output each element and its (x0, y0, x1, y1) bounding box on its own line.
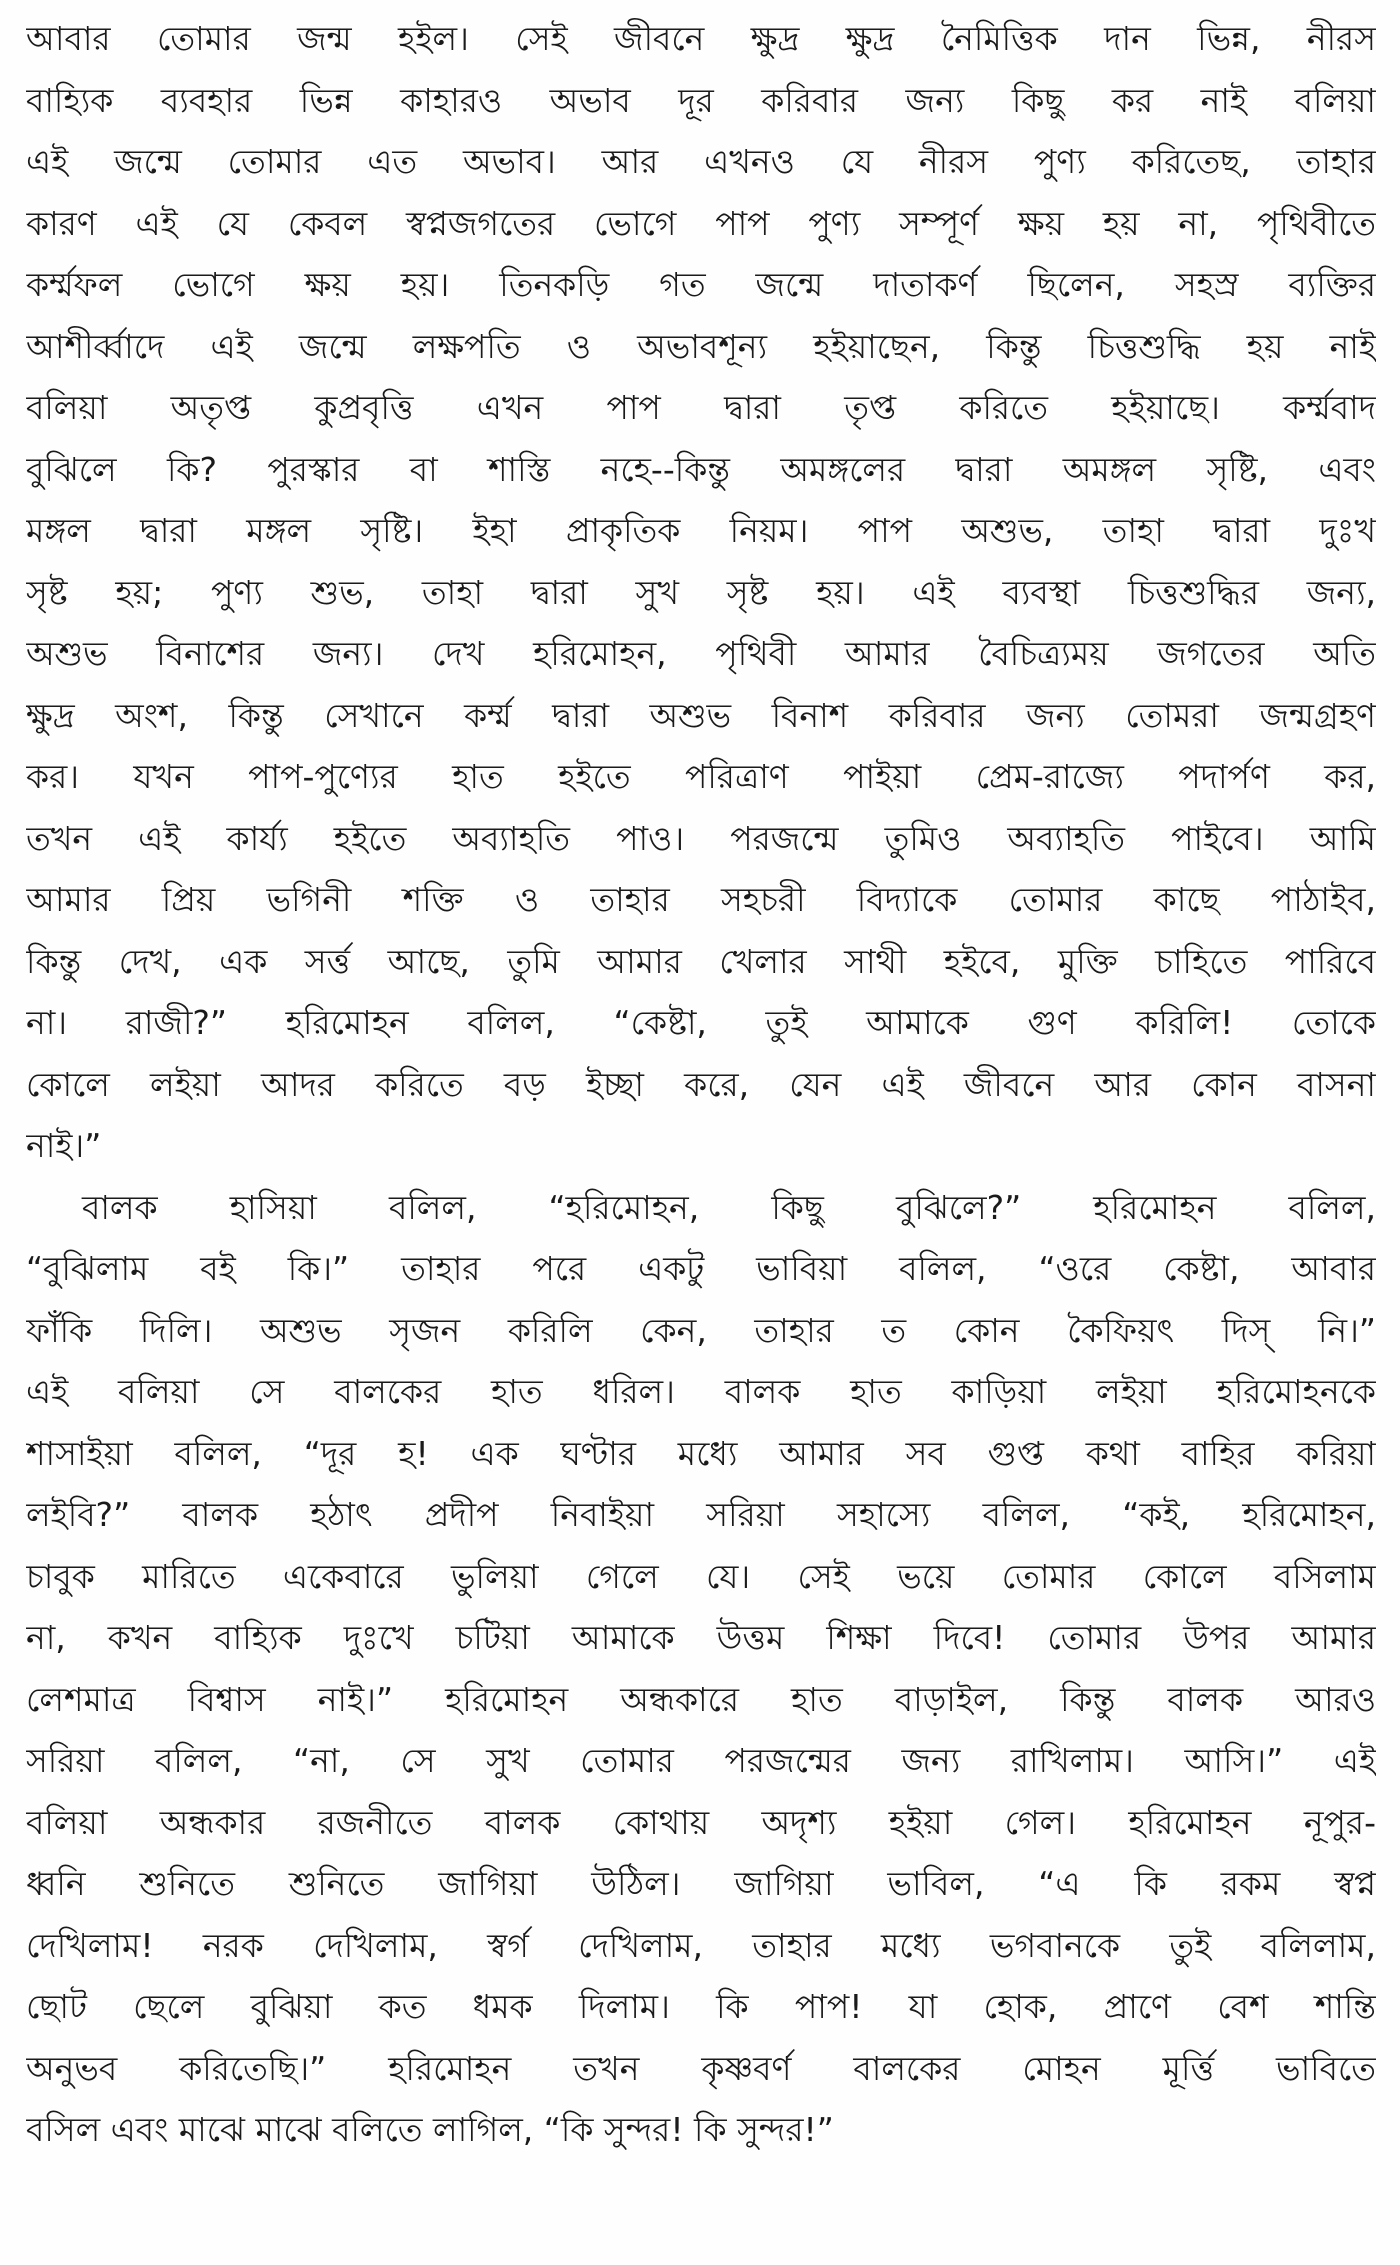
text-line: নাই।” (26, 1126, 102, 1165)
text-line: ফাঁকি দিলি। অশুভ সৃজন করিলি কেন, তাহার ত কোন কৈফিয়ৎ দিস্ নি।” (26, 1310, 1376, 1350)
text-line: বুঝিলে কি? পুরস্কার বা শাস্তি নহে--কিন্তু অমঙ্গলের দ্বারা অমঙ্গল সৃষ্টি, এবং (26, 449, 1376, 489)
text-line: অশুভ বিনাশের জন্য। দেখ হরিমোহন, পৃথিবী আমার বৈচিত্র্যময় জগতের অতি (26, 634, 1376, 673)
text-line: সৃষ্ট হয়; পুণ্য শুভ, তাহা দ্বারা সুখ সৃষ্ট হয়। এই ব্যবস্থা চিত্তশুদ্ধির জন্য, (26, 572, 1376, 612)
text-line: অনুভব করিতেছি।” হরিমোহন তখন কৃষ্ণবর্ণ বালকের মোহন মূর্ত্তি ভাবিতে (26, 2048, 1376, 2088)
text-line: মঙ্গল দ্বারা মঙ্গল সৃষ্টি। ইহা প্রাকৃতিক নিয়ম। পাপ অশুভ, তাহা দ্বারা দুঃখ (26, 511, 1376, 550)
text-line: আমার প্রিয় ভগিনী শক্তি ও তাহার সহচরী বিদ্যাকে তোমার কাছে পাঠাইব, (26, 880, 1376, 919)
text-line: দেখিলাম! নরক দেখিলাম, স্বর্গ দেখিলাম, তাহার মধ্যে ভগবানকে তুই বলিলাম, (26, 1925, 1376, 1965)
text-line: লইবি?” বালক হঠাৎ প্রদীপ নিবাইয়া সরিয়া সহাস্যে বলিল, “কই, হরিমোহন, (26, 1495, 1376, 1534)
text-line: না, কখন বাহ্যিক দুঃখে চটিয়া আমাকে উত্তম শিক্ষা দিবে! তোমার উপর আমার (26, 1618, 1376, 1657)
text-line: “বুঝিলাম বই কি।” তাহার পরে একটু ভাবিয়া বলিল, “ওরে কেষ্টা, আবার (26, 1249, 1376, 1288)
text-line: ছোট ছেলে বুঝিয়া কত ধমক দিলাম। কি পাপ! যা হোক, প্রাণে বেশ শান্তি (26, 1987, 1376, 2026)
text-line: এই জন্মে তোমার এত অভাব। আর এখনও যে নীরস পুণ্য করিতেছ, তাহার (26, 142, 1376, 181)
text-line: আবার তোমার জন্ম হইল। সেই জীবনে ক্ষুদ্র ক্ষুদ্র নৈমিত্তিক দান ভিন্ন, নীরস (26, 19, 1376, 58)
text-line: লেশমাত্র বিশ্বাস নাই।” হরিমোহন অন্ধকারে হাত বাড়াইল, কিন্তু বালক আরও (26, 1679, 1376, 1719)
text-line: বালক হাসিয়া বলিল, “হরিমোহন, কিছু বুঝিলে?” হরিমোহন বলিল, (82, 1187, 1376, 1227)
text-line: কর্ম্মফল ভোগে ক্ষয় হয়। তিনকড়ি গত জন্মে দাতাকর্ণ ছিলেন, সহস্র ব্যক্তির (26, 265, 1376, 304)
text-line: না। রাজী?” হরিমোহন বলিল, “কেষ্টা, তুই আমাকে গুণ করিলি! তোকে (26, 1003, 1376, 1042)
text-line: কিন্তু দেখ, এক সর্ত্ত আছে, তুমি আমার খেলার সাথী হইবে, মুক্তি চাহিতে পারিবে (26, 941, 1376, 981)
text-line: ধ্বনি শুনিতে শুনিতে জাগিয়া উঠিল। জাগিয়া ভাবিল, “এ কি রকম স্বপ্ন (26, 1864, 1376, 1903)
text-line: সরিয়া বলিল, “না, সে সুখ তোমার পরজন্মের জন্য রাখিলাম। আসি।” এই (26, 1741, 1376, 1780)
text-line: কর। যখন পাপ-পুণ্যের হাত হইতে পরিত্রাণ পাইয়া প্রেম-রাজ্যে পদার্পণ কর, (26, 757, 1376, 796)
text-line: বলিয়া অতৃপ্ত কুপ্রবৃত্তি এখন পাপ দ্বারা তৃপ্ত করিতে হইয়াছে। কর্ম্মবাদ (26, 388, 1376, 427)
text-line: কারণ এই যে কেবল স্বপ্নজগতের ভোগে পাপ পুণ্য সম্পূর্ণ ক্ষয় হয় না, পৃথিবীতে (26, 203, 1376, 243)
text-line: এই বলিয়া সে বালকের হাত ধরিল। বালক হাত কাড়িয়া লইয়া হরিমোহনকে (26, 1372, 1376, 1411)
text-line: ক্ষুদ্র অংশ, কিন্তু সেখানে কর্ম্ম দ্বারা অশুভ বিনাশ করিবার জন্য তোমরা জন্মগ্রহণ (26, 695, 1376, 735)
text-line: তখন এই কার্য্য হইতে অব্যাহতি পাও। পরজন্মে তুমিও অব্যাহতি পাইবে। আমি (26, 818, 1376, 858)
text-line: চাবুক মারিতে একেবারে ভুলিয়া গেলে যে। সেই ভয়ে তোমার কোলে বসিলাম (26, 1556, 1376, 1596)
text-line: বলিয়া অন্ধকার রজনীতে বালক কোথায় অদৃশ্য হইয়া গেল। হরিমোহন নূপুর- (26, 1802, 1376, 1842)
text-line: কোলে লইয়া আদর করিতে বড় ইচ্ছা করে, যেন এই জীবনে আর কোন বাসনা (26, 1064, 1376, 1104)
text-line: আশীর্ব্বাদে এই জন্মে লক্ষপতি ও অভাবশূন্য হইয়াছেন, কিন্তু চিত্তশুদ্ধি হয় নাই (26, 326, 1376, 366)
text-line: বসিল এবং মাঝে মাঝে বলিতে লাগিল, “কি সুন্দর! কি সুন্দর!” (26, 2110, 834, 2149)
body-text (26, 8, 1376, 2161)
text-line: শাসাইয়া বলিল, “দূর হ! এক ঘণ্টার মধ্যে আমার সব গুপ্ত কথা বাহির করিয়া (26, 1433, 1376, 1473)
text-line: বাহ্যিক ব্যবহার ভিন্ন কাহারও অভাব দূর করিবার জন্য কিছু কর নাই বলিয়া (26, 80, 1376, 120)
